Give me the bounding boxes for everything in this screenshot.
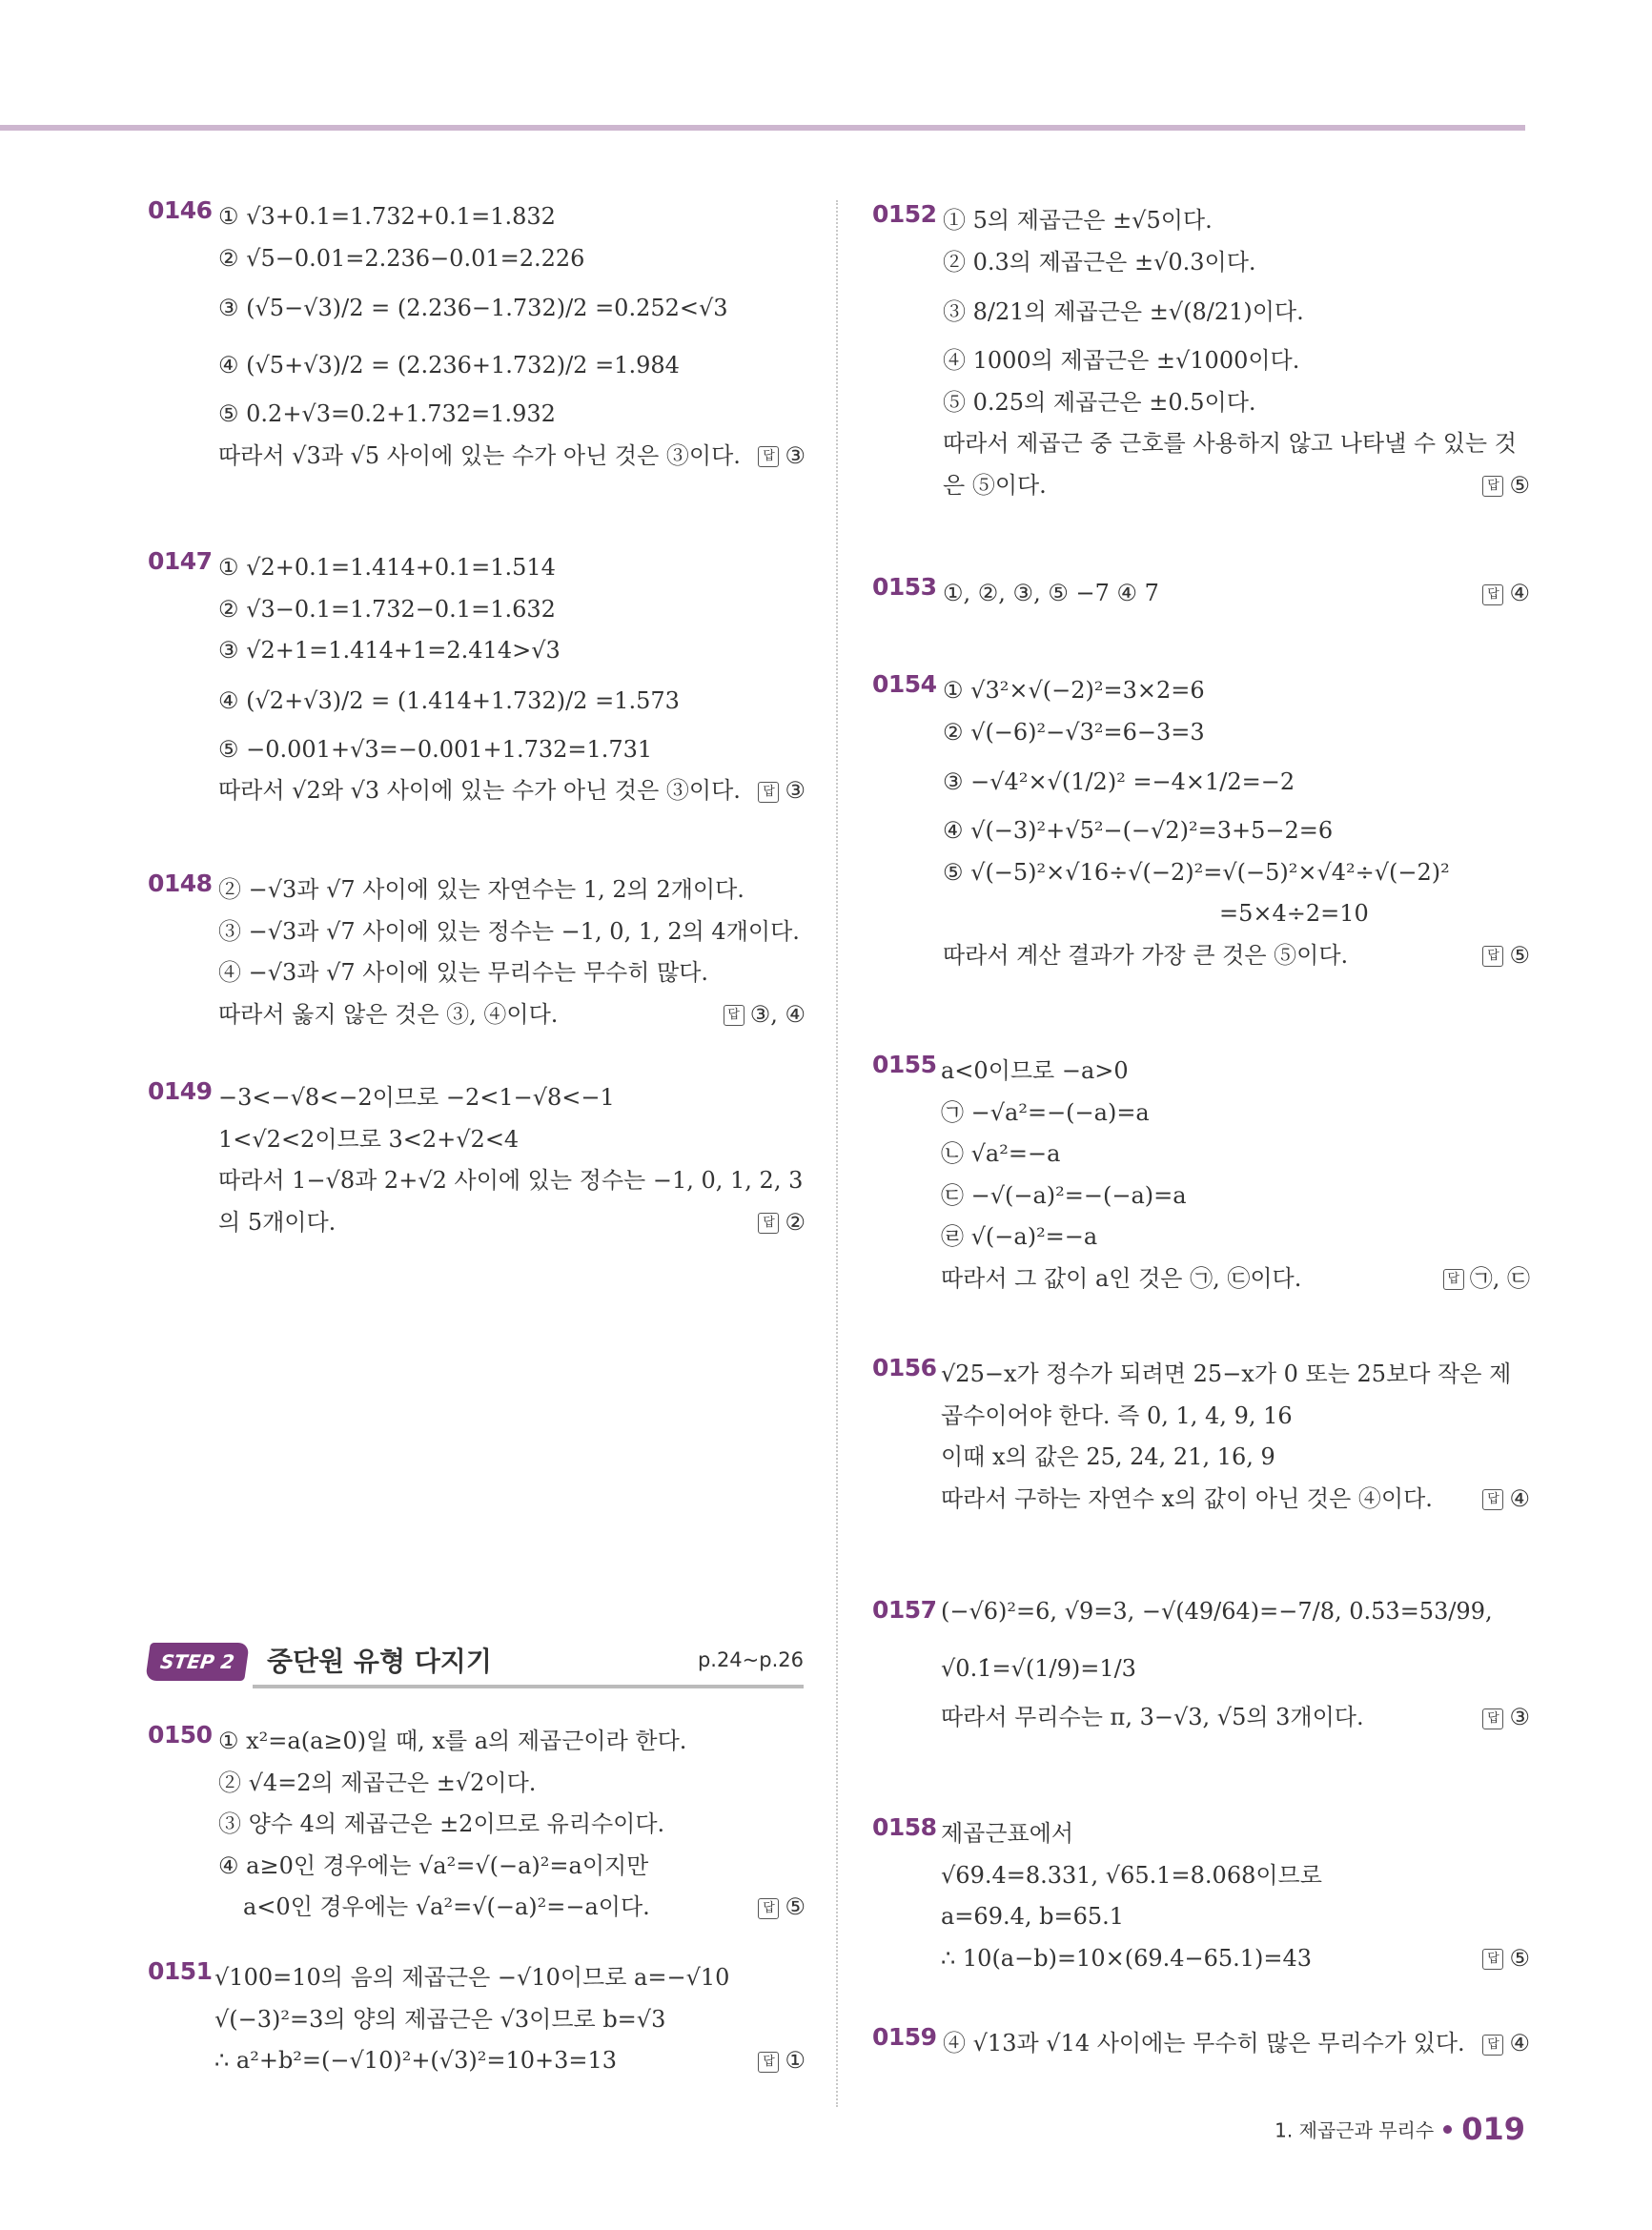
line [943,573,1530,615]
answer [1482,573,1530,615]
line: 따라서 제곱근 중 근호를 사용하지 않고 나타낼 수 있는 것 [943,430,1517,458]
section-title: 중단원 유형 다지기 [267,1646,492,1677]
line-text: a<0인 경우에는 √a²=√(−a)²=−a이다. [243,1893,650,1921]
answer-icon: 답 [1482,1489,1503,1510]
line: √(−3)²=3의 양의 제곱근은 √3이므로 b=√3 [214,2005,666,2033]
answer-value: ③, ④ [749,1000,806,1028]
line [218,770,806,812]
line-text: 따라서 무리수는 π, 3−√3, √5의 3개이다. [941,1704,1364,1730]
chapter-title: 1. 제곱근과 무리수 [1275,2118,1435,2142]
answer [1482,1479,1530,1521]
answer-value: ④ [1509,2030,1530,2056]
line: ④ (√2+√3)/2 = (1.414+1.732)/2 =1.573 [218,686,680,714]
page-number: 019 [1461,2111,1525,2147]
line: ③ −√4²×√(1/2)² =−4×1/2=−2 [943,768,1295,796]
answer [758,1887,806,1929]
answer-value: ⑤ [785,1893,806,1921]
line-text: ∴ 10(a−b)=10×(69.4−65.1)=43 [941,1944,1313,1972]
line: ② −√3과 √7 사이에 있는 자연수는 1, 2의 2개이다. [218,876,744,903]
step-badge: STEP 2 [145,1643,250,1681]
line [941,1697,1530,1739]
answer [758,1202,806,1244]
answer-icon: 답 [1482,1949,1503,1970]
line: ② √4=2의 제곱근은 ±√2이다. [218,1769,537,1796]
problem-body [943,670,1530,977]
line: 따라서 1−√8과 2+√2 사이에 있는 정수는 −1, 0, 1, 2, 3 [218,1167,804,1195]
line: √25−x가 정수가 되려면 25−x가 0 또는 25보다 작은 제 [941,1361,1512,1387]
answer-value: ④ [1509,580,1530,606]
problem-number: 0153 [872,573,937,601]
line [218,1887,806,1929]
line [943,465,1530,507]
answer [758,2040,806,2082]
line: ③ √2+1=1.414+1=2.414>√3 [218,637,561,665]
line: ㉡ √a²=−a [941,1140,1061,1168]
problem-body [218,547,806,812]
answer-icon: 답 [724,1005,744,1026]
line: 곱수이어야 한다. 즉 0, 1, 4, 9, 16 [941,1401,1293,1429]
problem-body [214,1957,806,2082]
line [941,1258,1530,1300]
problem-body [941,1354,1530,1520]
line [218,1202,806,1244]
line [941,1479,1530,1521]
answer-icon: 답 [758,2052,779,2073]
answer-icon: 답 [1443,1269,1464,1290]
answer-value: ㉠, ㉢ [1469,1264,1530,1292]
line: ④ √(−3)²+√5²−(−√2)²=3+5−2=6 [943,817,1334,845]
line: 제곱근표에서 [941,1820,1074,1847]
line-text: 따라서 √3과 √5 사이에 있는 수가 아닌 것은 ③이다. [218,441,741,469]
line: ② √(−6)²−√3²=6−3=3 [943,718,1205,746]
problem-number: 0151 [148,1957,213,1985]
line: ① x²=a(a≥0)일 때, x를 a의 제곱근이라 한다. [218,1728,687,1754]
answer [1482,465,1530,507]
line-text: 따라서 계산 결과가 가장 큰 것은 ⑤이다. [943,941,1349,969]
line: ① √3+0.1=1.732+0.1=1.832 [218,203,556,230]
line [943,935,1530,977]
line: ③ 양수 4의 제곱근은 ±2이므로 유리수이다. [218,1811,665,1838]
problem-number: 0146 [148,196,213,224]
line: ④ a≥0인 경우에는 √a²=√(−a)²=a이지만 [218,1852,649,1879]
section-rule [253,1685,804,1688]
line: ⑤ 0.25의 제곱근은 ±0.5이다. [943,388,1256,416]
line: ④ (√5+√3)/2 = (2.236+1.732)/2 =1.984 [218,352,680,379]
answer-value: ② [785,1208,806,1236]
problem-number: 0149 [148,1077,213,1105]
answer-icon: 답 [1482,476,1503,497]
answer-icon: 답 [758,446,779,467]
line: ⑤ 0.2+√3=0.2+1.732=1.932 [218,400,556,428]
line [218,994,806,1036]
line-text: 은 ⑤이다. [943,471,1047,499]
line: ⑤ −0.001+√3=−0.001+1.732=1.731 [218,735,653,763]
answer-icon: 답 [758,1213,779,1234]
problem-number: 0157 [872,1596,937,1624]
answer [724,994,806,1036]
line: (−√6)²=6, √9=3, −√(49/64)=−7/8, 0.5̇3̇=53/99, [941,1598,1493,1625]
column-divider [836,200,838,2107]
line: ① √3²×√(−2)²=3×2=6 [943,677,1205,704]
line: ② √3−0.1=1.732−0.1=1.632 [218,595,556,623]
answer-icon: 답 [758,1898,779,1919]
line: ③ −√3과 √7 사이에 있는 정수는 −1, 0, 1, 2의 4개이다. [218,917,800,945]
top-rule [0,125,1525,131]
line: a<0이므로 −a>0 [941,1057,1129,1084]
problem-number: 0158 [872,1813,937,1841]
line: 1<√2<2이므로 3<2+√2<4 [218,1125,520,1153]
line-text: 따라서 그 값이 a인 것은 ㉠, ㉢이다. [941,1264,1302,1292]
answer-value: ③ [1509,1704,1530,1730]
line [218,436,806,478]
problem-body [941,1583,1530,1739]
problem-body [218,196,806,477]
problem-body [941,1051,1530,1300]
line: ① 5의 제곱근은 ±√5이다. [943,207,1213,234]
problem-body [943,573,1530,615]
line: ③ (√5−√3)/2 = (2.236−1.732)/2 =0.252<√3 [218,295,728,322]
answer [1482,1938,1530,1980]
line: a=69.4, b=65.1 [941,1903,1125,1931]
answer [758,436,806,478]
problem-number: 0152 [872,200,937,228]
problem-number: 0154 [872,670,937,698]
problem-number: 0147 [148,547,213,575]
problem-number: 0156 [872,1354,937,1381]
page-range: p.24~p.26 [697,1648,804,1671]
line: ⑤ √(−5)²×√16÷√(−2)²=√(−5)²×√4²÷√(−2)² [943,858,1450,886]
line: ③ 8/21의 제곱근은 ±√(8/21)이다. [943,298,1304,326]
answer-icon: 답 [1482,1708,1503,1729]
line-text: ④ √13과 √14 사이에는 무수히 많은 무리수가 있다. [943,2030,1465,2056]
line: 이때 x의 값은 25, 24, 21, 16, 9 [941,1443,1275,1471]
answer-icon: 답 [1482,584,1503,605]
section-header [148,1635,804,1694]
line: ④ −√3과 √7 사이에 있는 무리수는 무수히 많다. [218,959,709,987]
answer-value: ⑤ [1509,471,1530,499]
line-text: 의 5개이다. [218,1208,337,1236]
problem-body [218,869,806,1035]
problem-body [218,1077,806,1243]
line: √100=10의 음의 제곱근은 −√10이므로 a=−√10 [214,1964,730,1991]
answer-icon: 답 [758,782,779,803]
answer-value: ⑤ [1509,941,1530,969]
problem-number: 0150 [148,1721,213,1749]
line: ② √5−0.01=2.236−0.01=2.226 [218,244,585,272]
answer [1482,1697,1530,1739]
answer-icon: 답 [1482,2035,1503,2056]
line-text: 따라서 √2와 √3 사이에 있는 수가 아닌 것은 ③이다. [218,777,741,805]
line: √69.4=8.331, √65.1=8.068이므로 [941,1861,1322,1889]
line: √0.1̇=√(1/9)=1/3 [941,1655,1136,1682]
line [943,2023,1530,2065]
page-footer [1275,2111,1525,2147]
problem-body [943,200,1530,507]
line: =5×4÷2=10 [1219,900,1369,928]
answer-value: ① [785,2047,806,2075]
line: ① √2+0.1=1.414+0.1=1.514 [218,554,556,581]
problem-body [943,2023,1530,2065]
answer-icon: 답 [1482,946,1503,967]
problem-body [218,1721,806,1929]
answer-value: ④ [1509,1484,1530,1512]
answer [1482,2023,1530,2065]
line: ㉣ √(−a)²=−a [941,1223,1098,1251]
line: ㉢ −√(−a)²=−(−a)=a [941,1181,1187,1209]
line: ② 0.3의 제곱근은 ±√0.3이다. [943,248,1256,276]
answer [1482,935,1530,977]
answer-value: ⑤ [1509,1944,1530,1972]
line-text: 따라서 옳지 않은 것은 ③, ④이다. [218,1000,559,1028]
line: ㉠ −√a²=−(−a)=a [941,1098,1150,1126]
line: ④ 1000의 제곱근은 ±√1000이다. [943,347,1300,375]
answer [758,770,806,812]
problem-number: 0159 [872,2023,937,2051]
answer-value: ③ [785,441,806,469]
answer-value: ③ [785,777,806,805]
problem-number: 0155 [872,1051,937,1078]
line: −3<−√8<−2이므로 −2<1−√8<−1 [218,1084,615,1111]
line-text: 따라서 구하는 자연수 x의 값이 아닌 것은 ④이다. [941,1484,1433,1512]
answer [1443,1258,1530,1300]
problem-number: 0148 [148,869,213,897]
line-text: ∴ a²+b²=(−√10)²+(√3)²=10+3=13 [214,2047,618,2075]
line [941,1938,1530,1980]
problem-body [941,1813,1530,1979]
line-text: ①, ②, ③, ⑤ −7 ④ 7 [943,580,1159,606]
bullet-icon [1443,2125,1452,2134]
line [214,2040,806,2082]
